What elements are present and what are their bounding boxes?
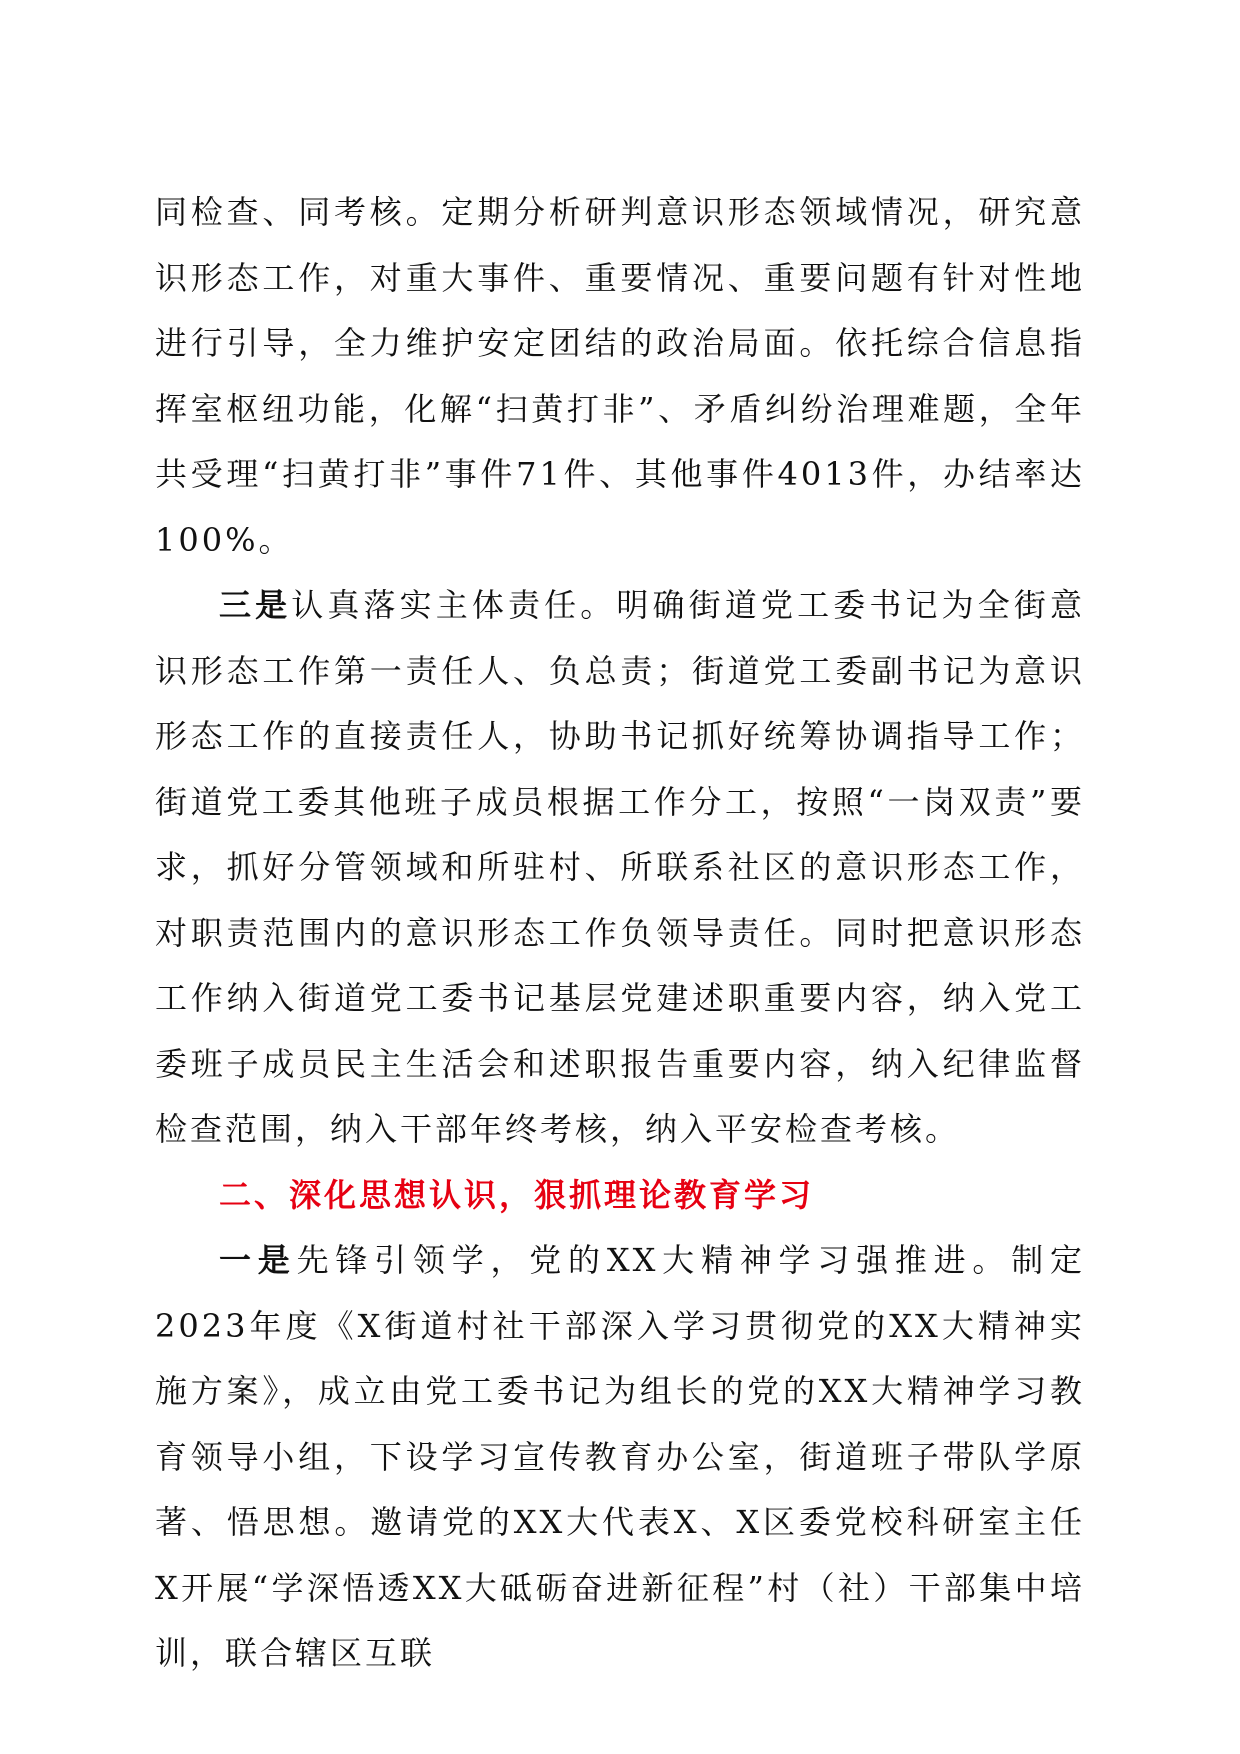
paragraph-2-text: 认真落实主体责任。明确街道党工委书记为全街意识形态工作第一责任人、负总责；街道党工委副书记为意识形态工作的直接责任人，协助书记抓好统筹协调指导工作；街道党工委其他班子成员根据工作分工，按照“一岗双责”要求，抓好分管领域和所驻村、所联系社区的意识形态工作，对职责范围内的意识形态工作负领导责任。同时把意识形态工作纳入街道党工委书记基层党建述职重要内容，纳入党工委班子成员民主生活会和述职报告重要内容，纳入纪律监督检查范围，纳入干部年终考核，纳入平安检查考核。 [155,586,1085,1148]
paragraph-3-lead: 一是 [219,1241,297,1279]
document-body [155,180,1085,1687]
paragraph-2 [155,573,1085,1163]
paragraph-1 [155,180,1085,573]
paragraph-1-text: 同检查、同考核。定期分析研判意识形态领域情况，研究意识形态工作，对重大事件、重要情况、重要问题有针对性地进行引导，全力维护安定团结的政治局面。依托综合信息指挥室枢纽功能，化解“扫黄打非”、矛盾纠纷治理难题，全年共受理“扫黄打非”事件71件、其他事件4013件，办结率达100%。 [155,193,1085,559]
paragraph-2-lead: 三是 [219,586,292,624]
paragraph-3 [155,1228,1085,1687]
section-heading: 二、深化思想认识，狠抓理论教育学习 [219,1175,815,1214]
paragraph-3-text: 先锋引领学，党的XX大精神学习强推进。制定2023年度《X街道村社干部深入学习贯彻党的XX大精神实施方案》，成立由党工委书记为组长的党的XX大精神学习教育领导小组，下设学习宣传教育办公室，街道班子带队学原著、悟思想。邀请党的XX大代表X、X区委党校科研室主任X开展“学深悟透XX大砥砺奋进新征程”村（社）干部集中培训，联合辖区互联 [155,1241,1085,1672]
